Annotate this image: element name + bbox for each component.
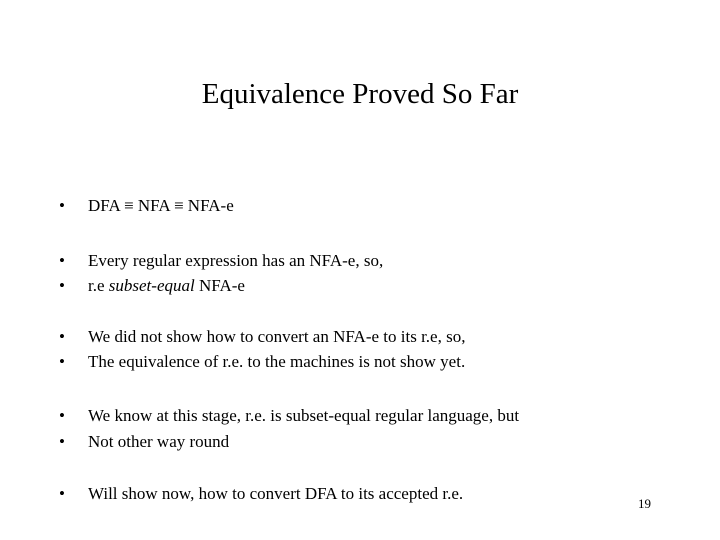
bullet-text: Not other way round	[88, 432, 230, 451]
bullet-dot: •	[59, 276, 65, 295]
bullet-text-italic: subset-equal	[108, 276, 195, 295]
bullet-dot: •	[59, 327, 65, 346]
bullet-line	[0, 275, 640, 297]
bullet-text: We know at this stage, r.e. is subset-equal regular language, but	[88, 406, 520, 425]
bullet-line	[0, 250, 640, 272]
bullet-line	[0, 326, 640, 348]
bullet-line	[0, 483, 640, 505]
bullet-line	[0, 351, 640, 373]
bullet-text: Every regular expression has an NFA-e, so,	[88, 251, 384, 270]
bullet-dot: •	[59, 484, 65, 503]
bullet-text: DFA ≡ NFA ≡ NFA-e	[88, 196, 234, 215]
bullet-dot: •	[59, 352, 65, 371]
bullet-dot: •	[59, 432, 65, 451]
bullet-text: Will show now, how to convert DFA to its accepted r.e.	[88, 484, 464, 503]
bullet-line	[0, 195, 640, 217]
bullet-text: We did not show how to convert an NFA-e to its r.e, so,	[88, 327, 466, 346]
bullet-dot: •	[59, 251, 65, 270]
bullet-dot: •	[59, 196, 65, 215]
page-number: 19	[638, 496, 651, 511]
slide-title: Equivalence Proved So Far	[201, 78, 519, 110]
bullet-text-suffix: NFA-e	[194, 276, 245, 295]
bullet-line	[0, 405, 640, 427]
bullet-text-prefix: r.e	[88, 276, 109, 295]
bullet-dot: •	[59, 406, 65, 425]
bullet-text: The equivalence of r.e. to the machines is not show yet.	[88, 352, 466, 371]
bullet-text	[88, 275, 245, 297]
bullet-line	[0, 431, 640, 453]
